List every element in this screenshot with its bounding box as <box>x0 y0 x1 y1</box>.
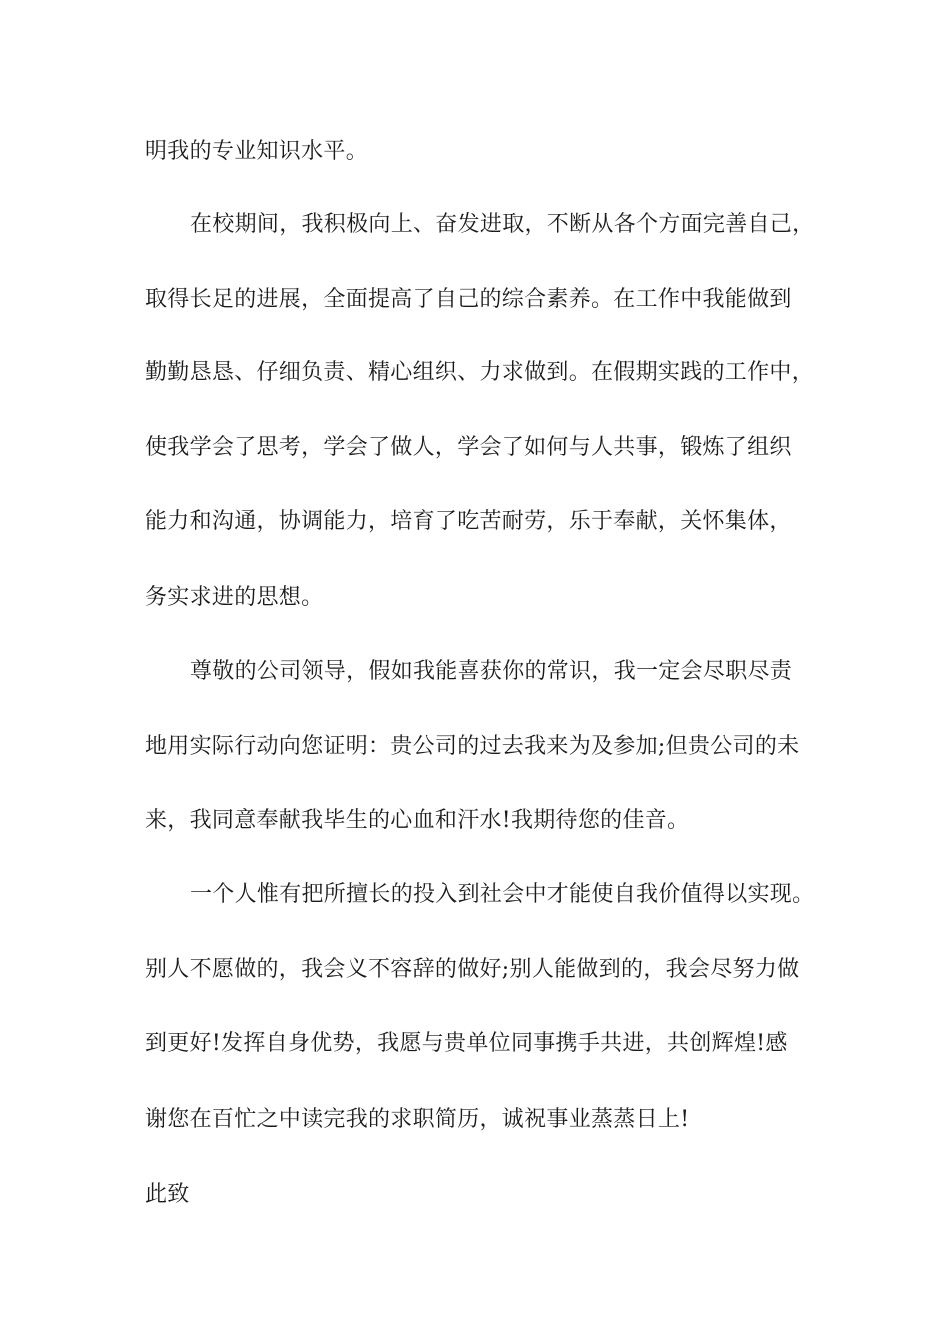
text-line: 勤勤恳恳、仔细负责、精心组织、力求做到。在假期实践的工作中， <box>145 360 815 385</box>
paragraph-start-line: 一个人惟有把所擅长的投入到社会中才能使自我价值得以实现。 <box>190 882 815 907</box>
text-line: 谢您在百忙之中读完我的求职简历，诚祝事业蒸蒸日上! <box>145 1107 690 1132</box>
text-line: 使我学会了思考，学会了做人，学会了如何与人共事，锻炼了组织 <box>145 435 792 460</box>
text-line: 到更好!发挥自身优势，我愿与贵单位同事携手共进，共创辉煌!感 <box>145 1031 788 1056</box>
closing-salutation: 此致 <box>145 1182 190 1207</box>
text-line: 务实求进的思想。 <box>145 585 324 610</box>
text-line: 来，我同意奉献我毕生的心血和汗水!我期待您的佳音。 <box>145 808 690 833</box>
text-line: 别人不愿做的，我会义不容辞的做好;别人能做到的，我会尽努力做 <box>145 957 800 982</box>
text-line: 能力和沟通，协调能力，培育了吃苦耐劳，乐于奉献，关怀集体， <box>145 509 792 534</box>
paragraph-start-line: 在校期间，我积极向上、奋发进取，不断从各个方面完善自己， <box>190 212 815 237</box>
text-line: 取得长足的进展，全面提高了自己的综合素养。在工作中我能做到 <box>145 287 792 312</box>
text-line: 地用实际行动向您证明：贵公司的过去我来为及参加;但贵公司的未 <box>145 734 800 759</box>
paragraph-start-line: 尊敬的公司领导，假如我能喜获你的常识，我一定会尽职尽责 <box>190 659 793 684</box>
text-line: 明我的专业知识水平。 <box>145 139 369 164</box>
